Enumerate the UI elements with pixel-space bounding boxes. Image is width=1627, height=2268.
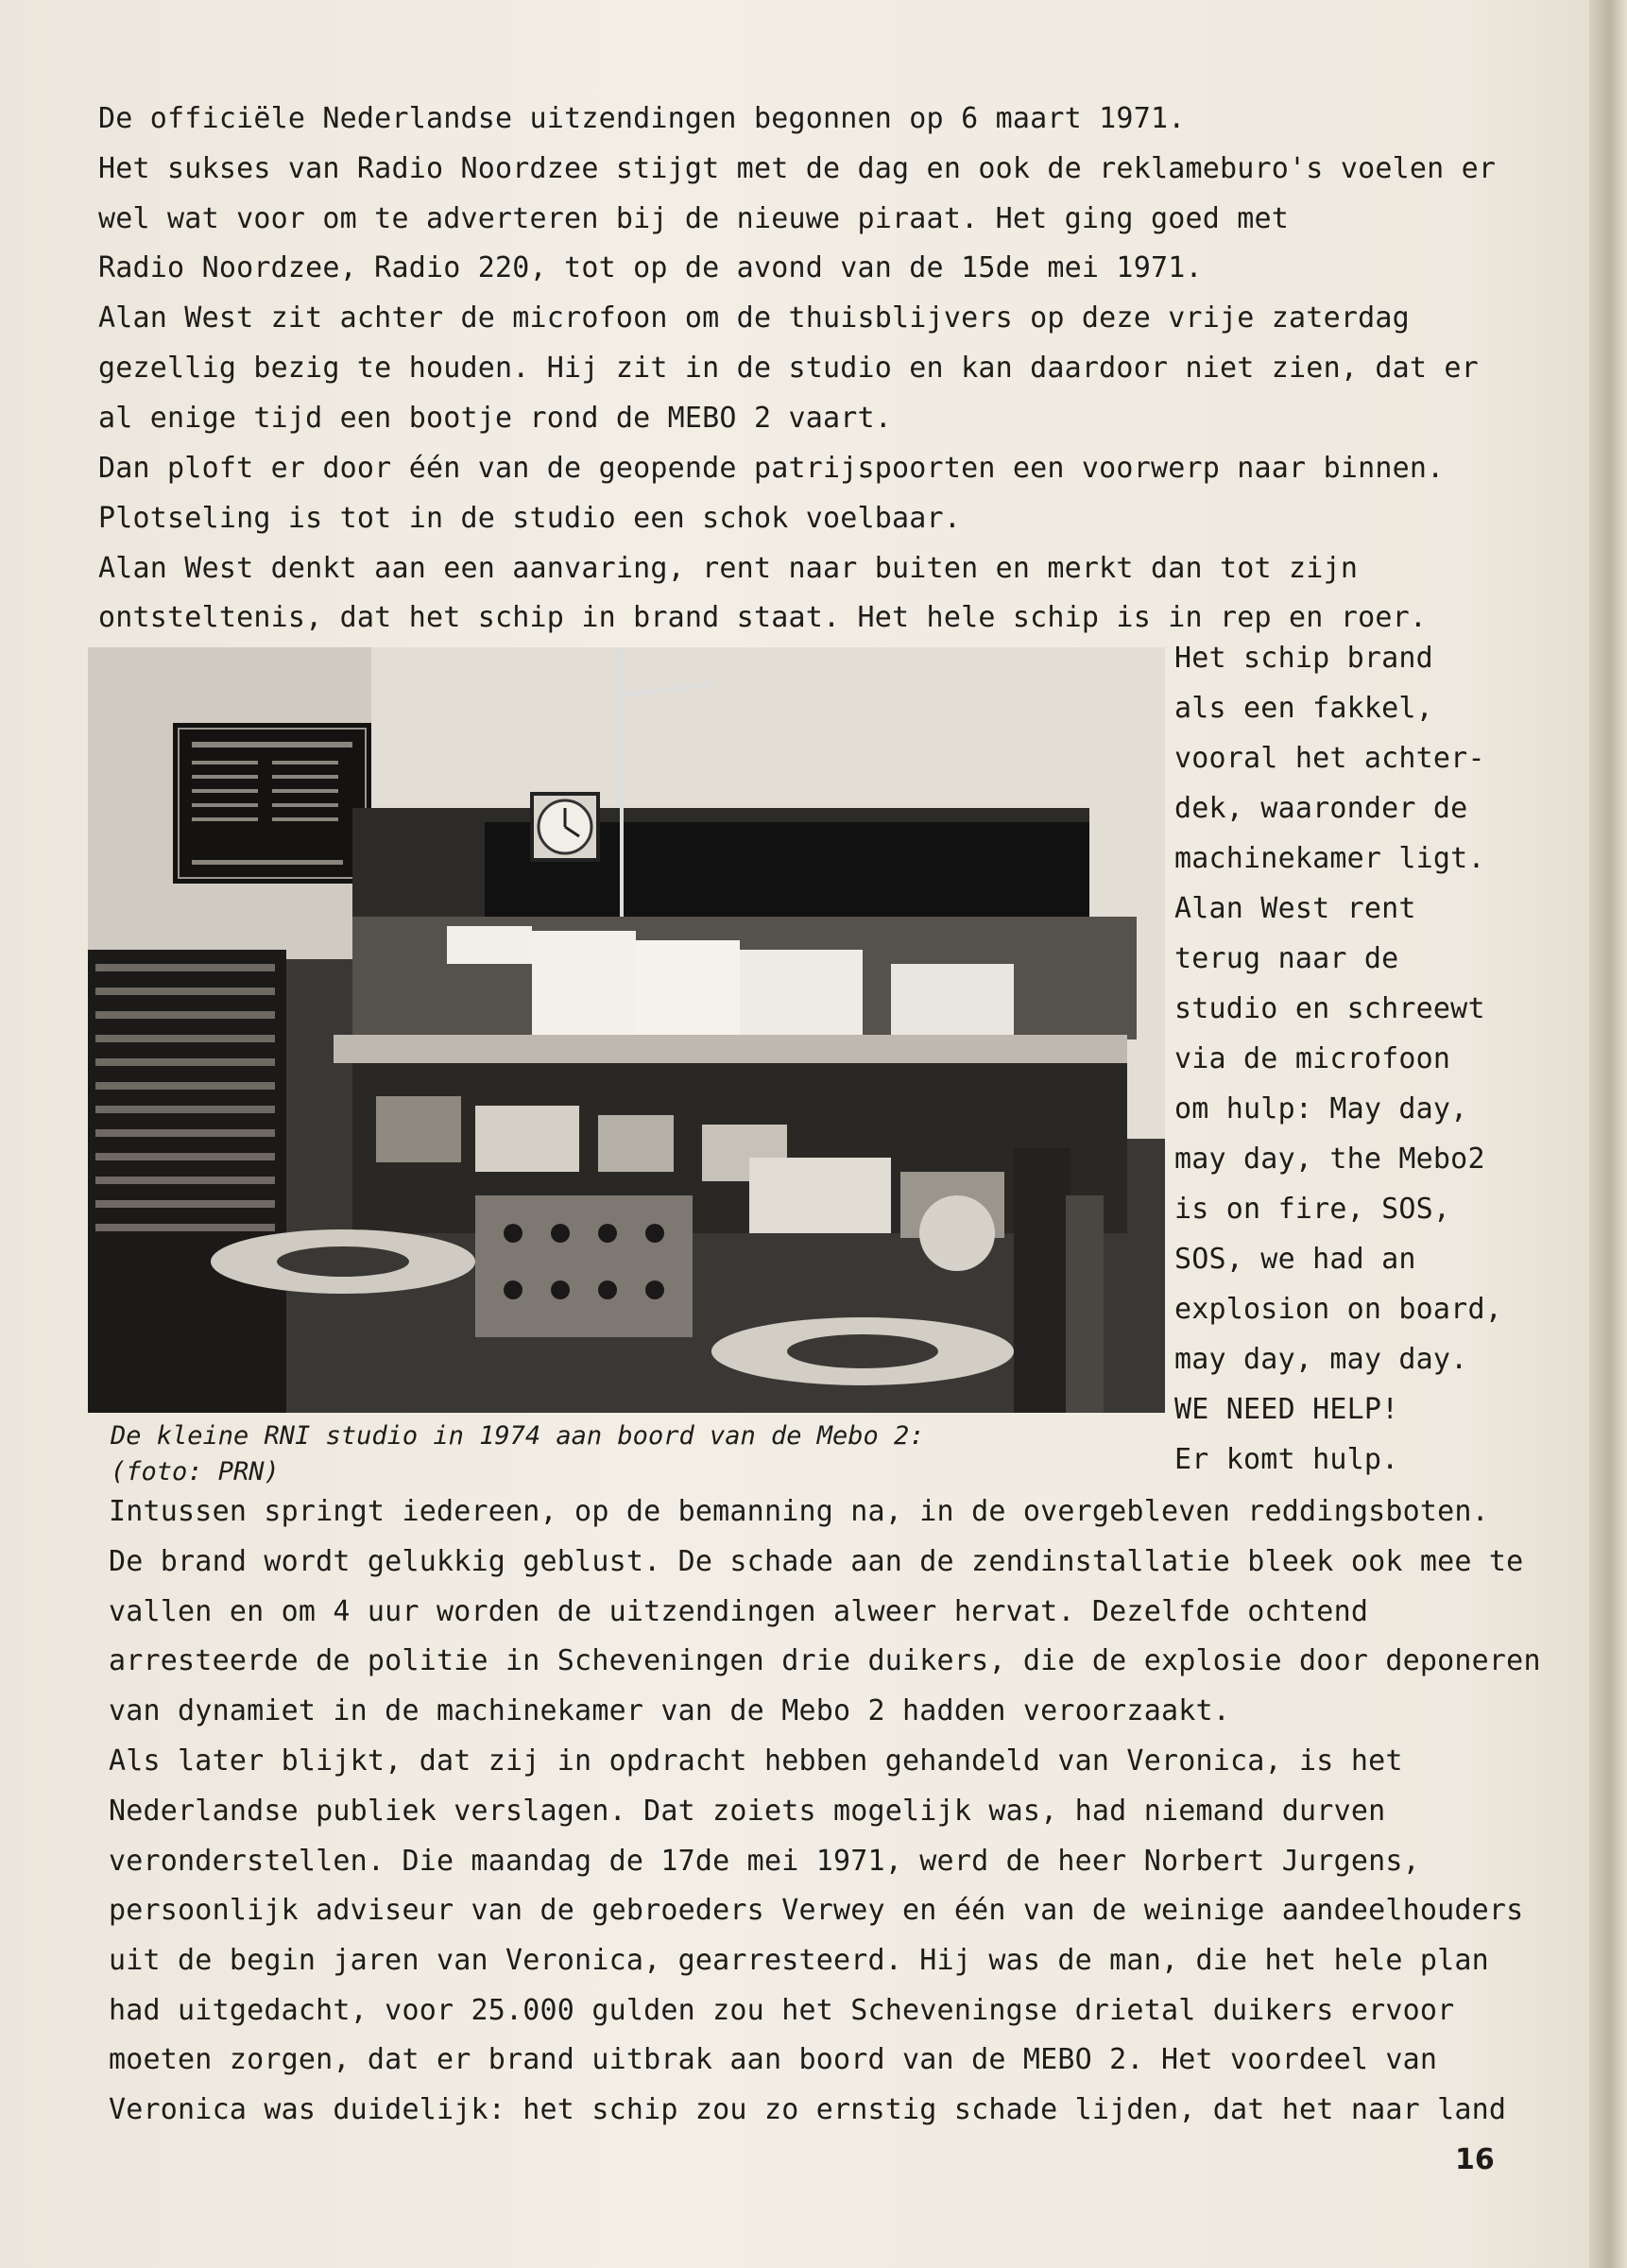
side-line: SOS, we had an [1174,1243,1416,1276]
side-line: explosion on board, [1174,1293,1502,1326]
side-line: machinekamer ligt. [1174,842,1485,875]
side-line: Alan West rent [1174,892,1416,925]
page-spine [1589,0,1627,2268]
body-line: Intussen springt iedereen, op de bemanning na, in de overgebleven reddingsboten. [109,1495,1489,1528]
studio-photo-illustration [88,647,1165,1413]
side-line: may day, the Mebo2 [1174,1143,1485,1176]
body-line: Radio Noordzee, Radio 220, tot op de avond van de 15de mei 1971. [98,251,1203,284]
side-line: is on fire, SOS, [1174,1193,1451,1226]
body-line: Als later blijkt, dat zij in opdracht hebben gehandeld van Veronica, is het [109,1744,1403,1778]
side-line: via de microfoon [1174,1042,1451,1075]
body-line: De brand wordt gelukkig geblust. De schade aan de zendinstallatie bleek ook mee te [109,1545,1524,1578]
side-line: Er komt hulp. [1174,1443,1399,1476]
body-line: Dan ploft er door één van de geopende patrijspoorten een voorwerp naar binnen. [98,452,1445,485]
side-line: may day, may day. [1174,1343,1468,1376]
side-line: vooral het achter- [1174,742,1485,775]
photo-caption-line2: (foto: PRN) [111,1457,280,1486]
side-line: WE NEED HELP! [1174,1393,1399,1426]
photo-caption-line1: De kleine RNI studio in 1974 aan boord van de Mebo 2: [111,1421,925,1451]
side-line: als een fakkel, [1174,692,1433,725]
studio-photo [88,647,1165,1413]
side-line: Het schip brand [1174,642,1433,675]
body-line: moeten zorgen, dat er brand uitbrak aan boord van de MEBO 2. Het voordeel van [109,2043,1438,2076]
body-line: Veronica was duidelijk: het schip zou zo ernstig schade lijden, dat het naar land [109,2093,1507,2126]
body-line: veronderstellen. Die maandag de 17de mei 1971, werd de heer Norbert Jurgens, [109,1845,1420,1878]
body-line: al enige tijd een bootje rond de MEBO 2 vaart. [98,402,893,435]
body-line: ontsteltenis, dat het schip in brand staat. Het hele schip is in rep en roer. [98,601,1428,634]
body-line: wel wat voor om te adverteren bij de nieuwe piraat. Het ging goed met [98,202,1290,235]
body-line: Alan West denkt aan een aanvaring, rent naar buiten en merkt dan tot zijn [98,552,1359,585]
body-line: van dynamiet in de machinekamer van de Mebo 2 hadden veroorzaakt. [109,1694,1230,1727]
body-line: persoonlijk adviseur van de gebroeders Verwey en één van de weinige aandeelhouders [109,1894,1524,1927]
side-line: terug naar de [1174,942,1399,975]
body-line: had uitgedacht, voor 25.000 gulden zou het Scheveningse drietal duikers ervoor [109,1994,1455,2027]
side-line: studio en schreewt [1174,992,1485,1025]
body-line: vallen en om 4 uur worden de uitzendingen alweer hervat. Dezelfde ochtend [109,1595,1369,1628]
side-line: dek, waaronder de [1174,792,1468,825]
body-line: Alan West zit achter de microfoon om de thuisblijvers op deze vrije zaterdag [98,301,1410,335]
body-line: arresteerde de politie in Scheveningen drie duikers, die de explosie door deponeren [109,1644,1541,1677]
body-line: gezellig bezig te houden. Hij zit in de studio en kan daardoor niet zien, dat er [98,352,1479,385]
body-line: Het sukses van Radio Noordzee stijgt met de dag en ook de reklameburo's voelen er [98,152,1497,185]
body-line: Nederlandse publiek verslagen. Dat zoiets mogelijk was, had niemand durven [109,1795,1386,1828]
page-number: 16 [1455,2143,1495,2176]
side-line: om hulp: May day, [1174,1092,1468,1125]
body-line: uit de begin jaren van Veronica, gearresteerd. Hij was de man, die het hele plan [109,1944,1489,1977]
body-line: De officiële Nederlandse uitzendingen begonnen op 6 maart 1971. [98,102,1186,135]
body-line: Plotseling is tot in de studio een schok voelbaar. [98,502,962,535]
